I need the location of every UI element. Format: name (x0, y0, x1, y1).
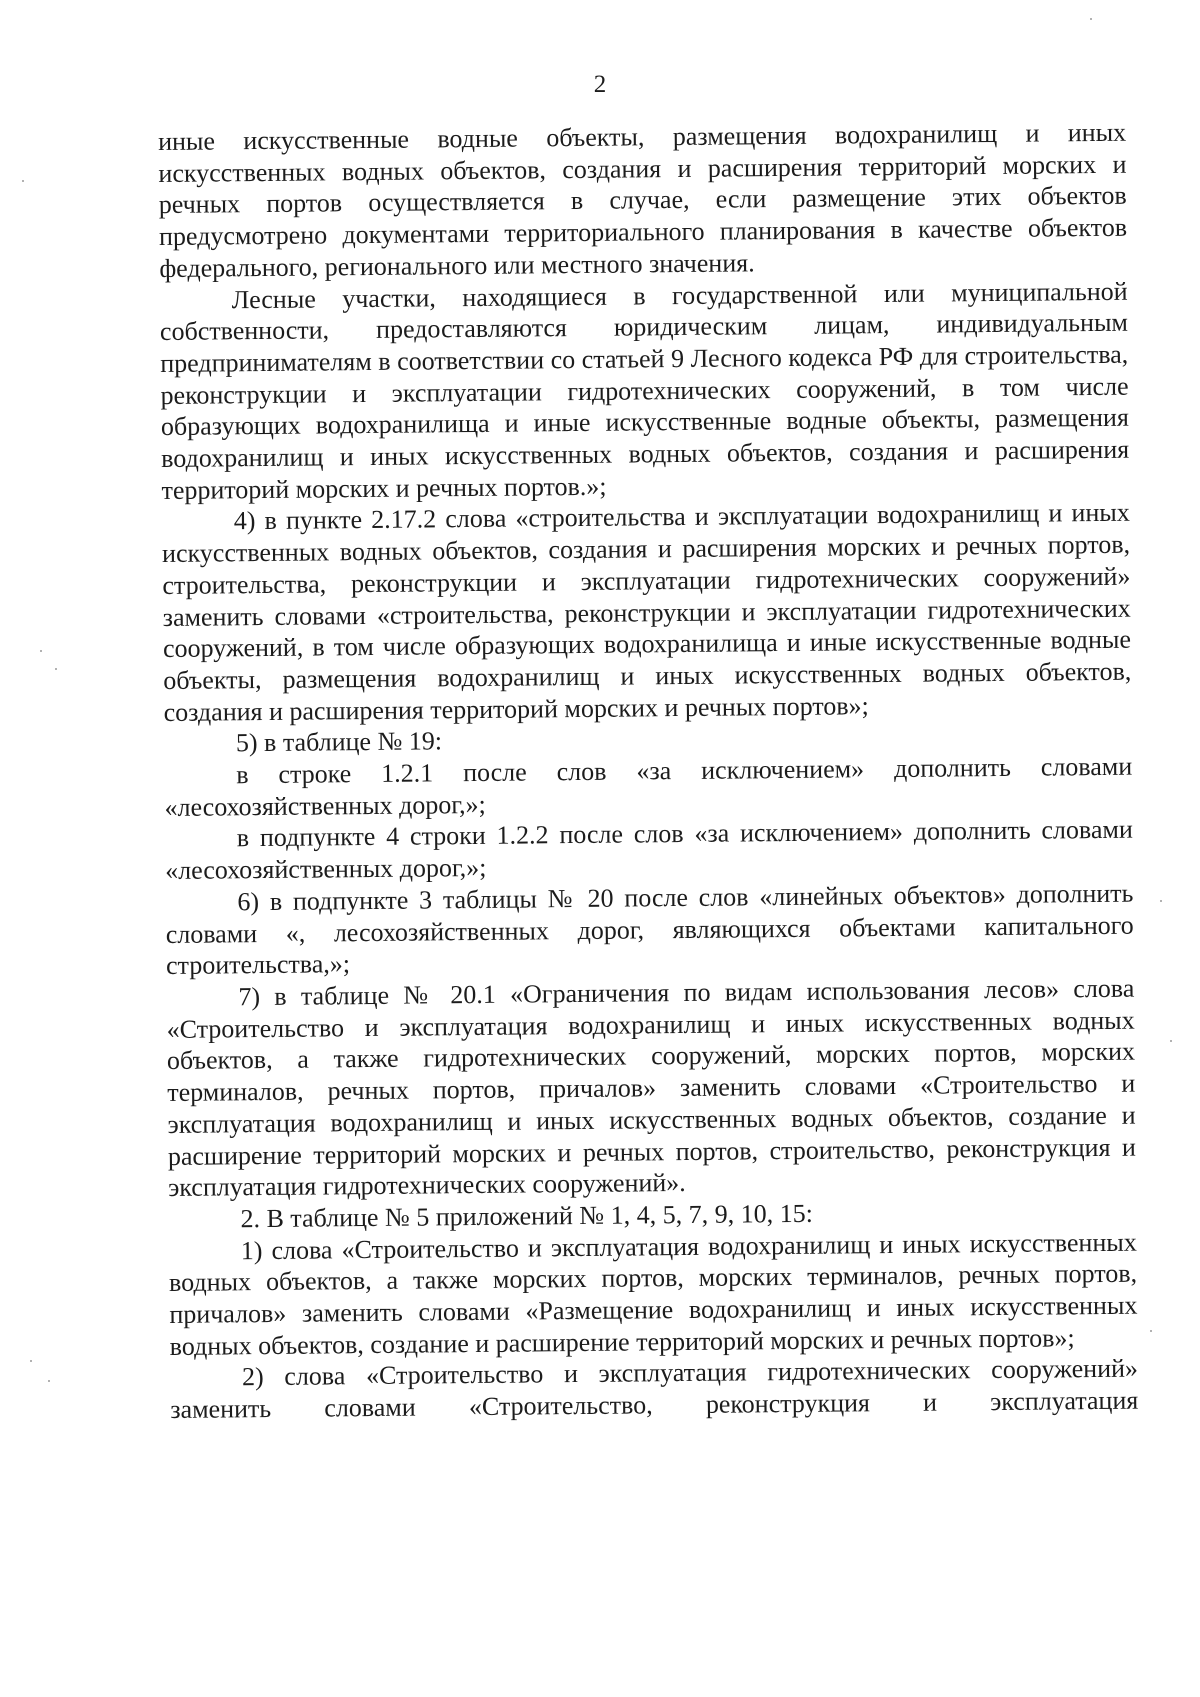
paragraph-continuation: иные искусственные водные объекты, размещения водохранилищ и иных искусственных водных объектов, создания и расширения территорий морских и речных портов осуществляется в случае, если размещение этих объектов предусмотрено документами территориального планирования в качестве объектов федерального, регионального или местного значения. (158, 117, 1128, 283)
paragraph-section-2-item-1: 1) слова «Строительство и эксплуатация водохранилищ и иных искусственных водных объектов, а также морских портов, морских терминалов, речных портов, причалов» заменить словами «Размещение водохранилищ и иных искусственных водных объектов, создание и расширение территорий морских и речных портов»; (168, 1227, 1138, 1361)
paragraph-item-7: 7) в таблице № 20.1 «Ограничения по видам использования лесов» слова «Строительство и эксплуатация водохранилищ и иных искусственных водных объектов, а также гидротехнических сооружений, морских портов, морских терминалов, речных портов, причалов» заменить словами «Строительство и эксплуатация водохранилищ и иных искусственных водных объектов, создание и расширение территорий морских и речных портов, строительство, реконструкция и эксплуатация гидротехнических сооружений». (166, 973, 1136, 1203)
scan-speck (22, 180, 24, 182)
scan-speck (1170, 1040, 1172, 1042)
paragraph-item-4: 4) в пункте 2.17.2 слова «строительства и эксплуатации водохранилищ и иных искусственных водных объектов, создания и расширения морских и речных портов, строительства, реконструкции и эксплуатации гидротехнических сооружений» заменить словами «строительства, реконструкции и эксплуатации гидротехнических сооружений, в том числе образующих водохранилища и иные искусственные водные объекты, размещения водохранилищ и иных искусственных водных объектов, создания и расширения территорий морских и речных портов»; (161, 498, 1132, 727)
paragraph-item-6: 6) в подпункте 3 таблицы № 20 после слов «линейных объектов» дополнить словами «, лесохозяйственных дорог, являющихся объектами капитального строительства,»; (165, 878, 1134, 981)
scan-speck (40, 650, 42, 652)
scan-speck (30, 1360, 32, 1362)
paragraph-forest-plots: Лесные участки, находящиеся в государственной или муниципальной собственности, предоставляются юридическим лицам, индивидуальным предпринимателям в соответствии со статьей 9 Лесного кодекса РФ для строительства, реконструкции и эксплуатации гидротехнических сооружений, в том числе образующих водохранилища и иные искусственные водные объекты, размещения водохранилищ и иных искусственных водных объектов, создания и расширения территорий морских и речных портов.»; (159, 276, 1130, 505)
scan-speck (55, 668, 57, 670)
scan-speck (1150, 1330, 1152, 1332)
document-body (158, 117, 1138, 1426)
page-number: 2 (593, 71, 607, 98)
paragraph-row-1-2-2: в подпункте 4 строки 1.2.2 после слов «за исключением» дополнить словами «лесохозяйственных дорог,»; (165, 815, 1133, 886)
paragraph-section-2: 2. В таблице № 5 приложений № 1, 4, 5, 7, 9, 10, 15: (240, 1198, 813, 1234)
scan-speck (1160, 900, 1162, 902)
scan-speck (48, 1380, 50, 1382)
paragraph-section-2-item-2: 2) слова «Строительство и эксплуатация гидротехнических сооружений» заменить словами «Строительство, реконструкция и эксплуатация (170, 1354, 1139, 1425)
paragraph-item-5: 5) в таблице № 19: (235, 726, 443, 758)
scan-speck (1090, 18, 1092, 20)
paragraph-row-1-2-1: в строке 1.2.1 после слов «за исключением» дополнить словами «лесохозяйственных дорог,»; (164, 751, 1133, 822)
